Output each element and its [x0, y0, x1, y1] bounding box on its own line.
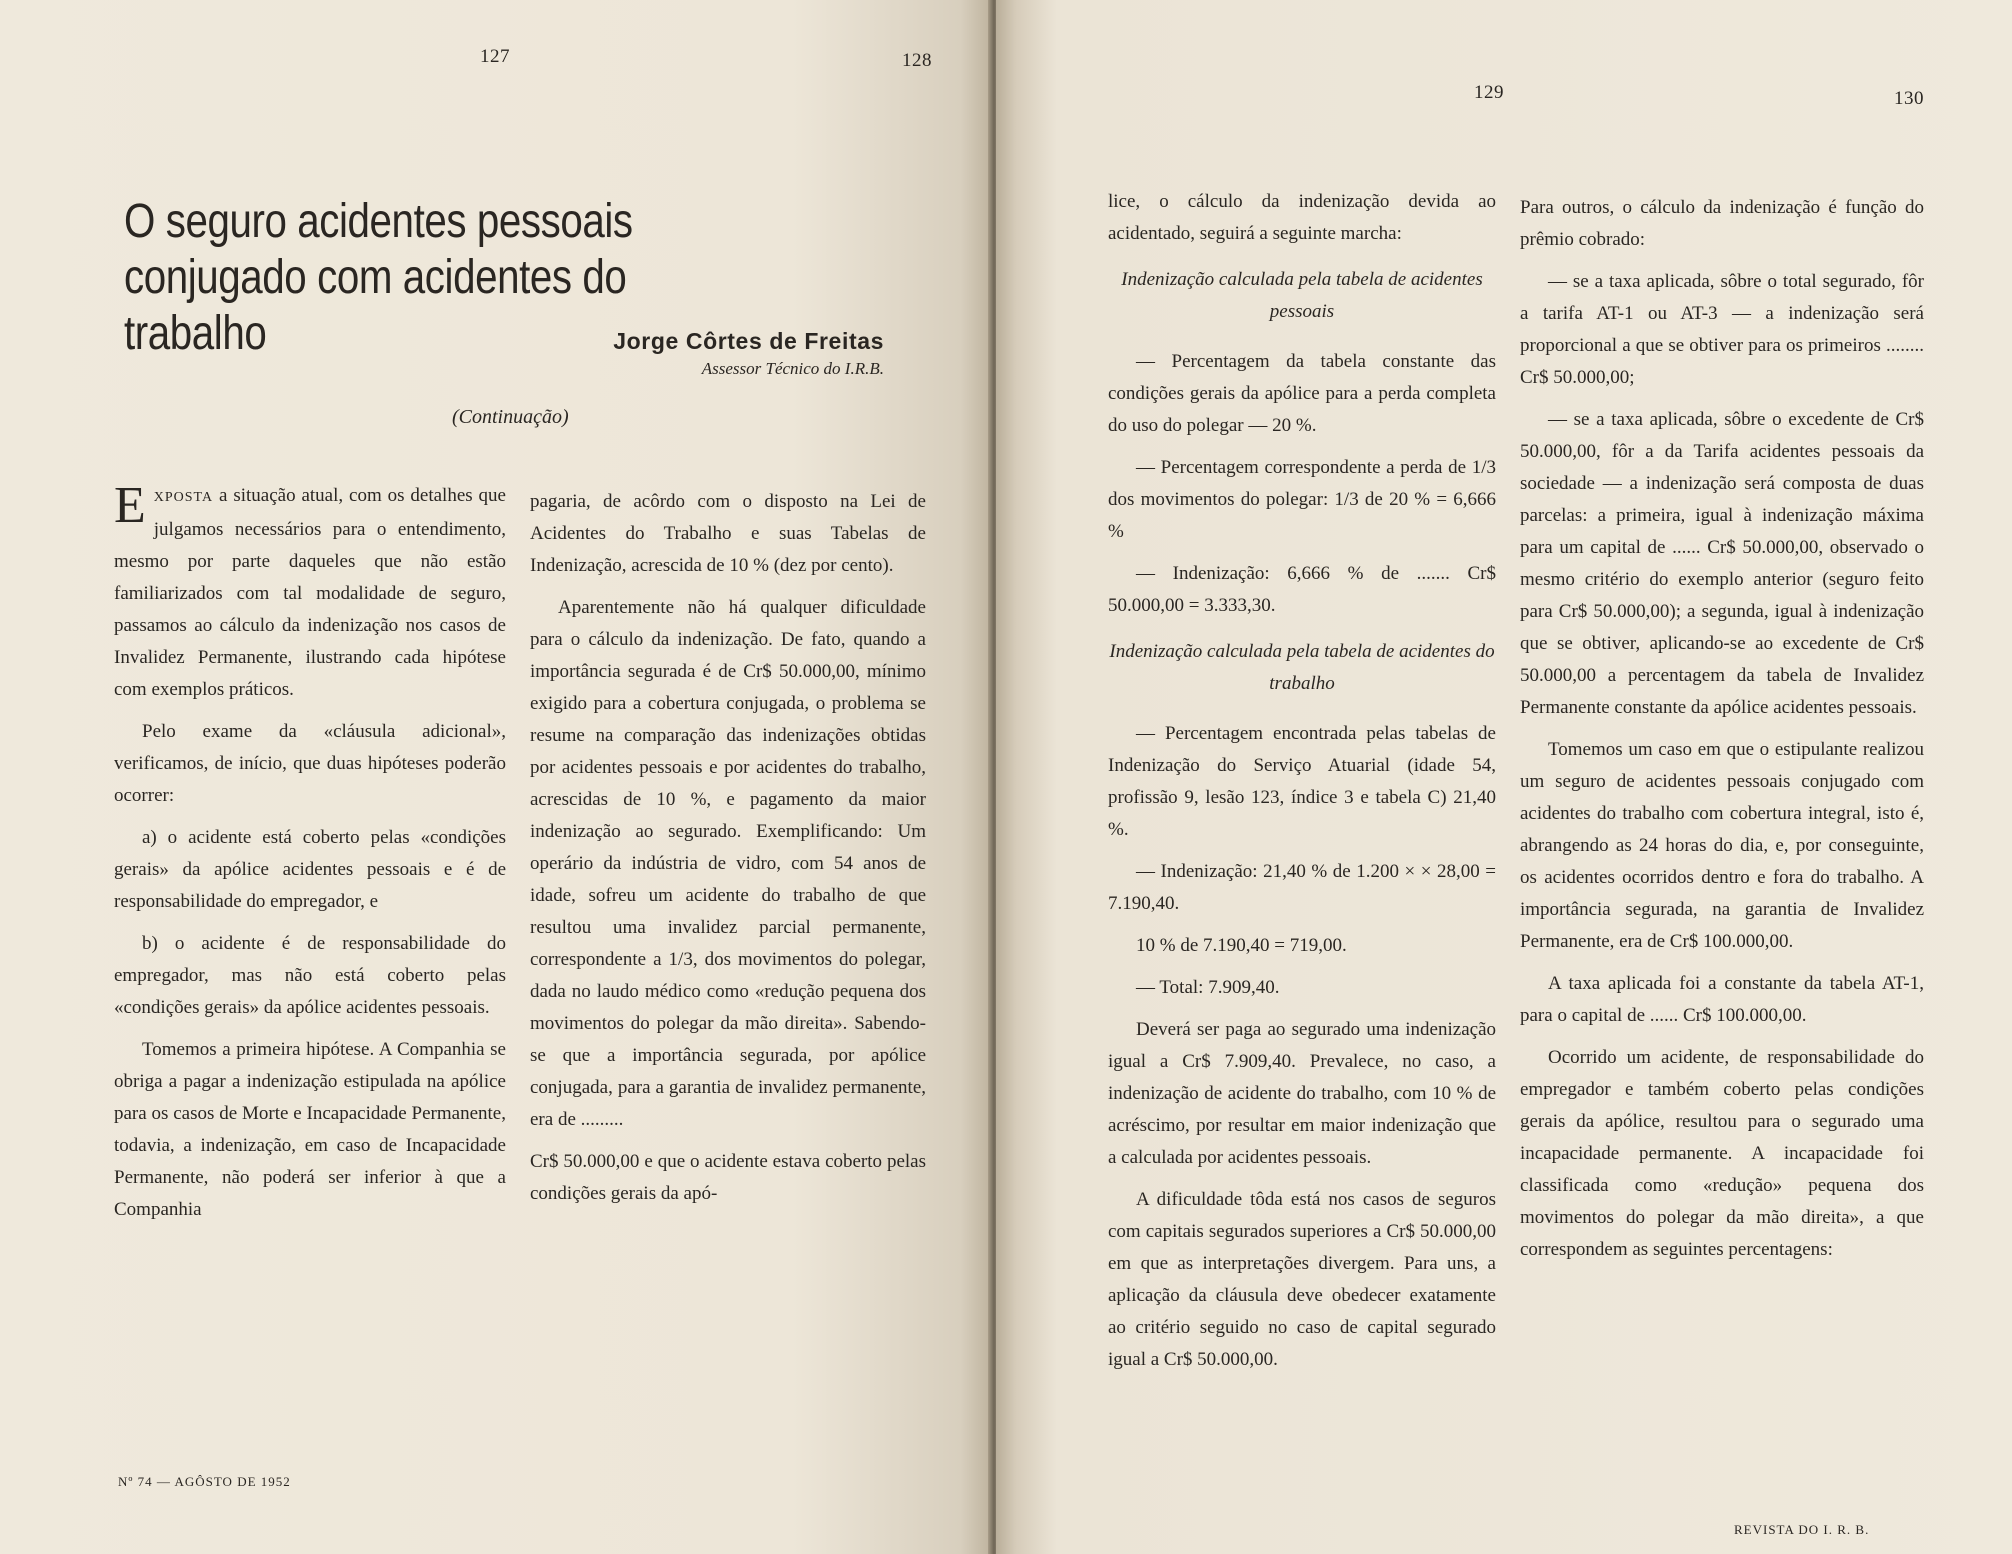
paragraph: A dificuldade tôda está nos casos de seguros com capitais segurados superiores a Cr$ 50.000,00 em que as interpretações divergem. Para uns, a aplicação da cláusula deve obedecer exatamente ao critério seguido no caso de capital segurado igual a Cr$ 50.000,00.: [1108, 1189, 1496, 1370]
page-number: 130: [1894, 88, 1924, 109]
paragraph: Tomemos um caso em que o estipulante realizou um seguro de acidentes pessoais conjugado com acidentes do trabalho com cobertura integral, isto é, abrangendo as 24 horas do dia, e, por conseguinte, os acidentes ocorridos dentro e fora do trabalho. A importância segurada, na garantia de Invalidez Permanente, era de Cr$ 100.000,00.: [1520, 739, 1924, 952]
subheading: Indenização calculada pela tabela de acidentes do trabalho: [1109, 641, 1495, 694]
page-number: 128: [902, 50, 932, 71]
page-footer: REVISTA DO I. R. B.: [1734, 1522, 1870, 1537]
author-name: Jorge Côrtes de Freitas: [613, 328, 884, 354]
paragraph: pagaria, de acôrdo com o disposto na Lei de Acidentes do Trabalho e suas Tabelas de Indenização, acrescida de 10 % (dez por cento).: [530, 491, 926, 576]
paragraph: lice, o cálculo da indenização devida ao acidentado, seguirá a seguinte marcha:: [1108, 191, 1496, 244]
paragraph: Cr$ 50.000,00 e que o acidente estava coberto pelas condições gerais da apó-: [530, 1151, 926, 1204]
author-block: [613, 328, 884, 379]
paragraph: a) o acidente está coberto pelas «condições gerais» da apólice acidentes pessoais e é de responsabilidade do empregador, e: [114, 827, 506, 912]
paragraph: 10 % de 7.190,40 = 719,00.: [1136, 935, 1347, 956]
text-column: [114, 477, 506, 1236]
author-role: Assessor Técnico do I.R.B.: [701, 359, 884, 378]
paragraph: Pelo exame da «cláusula adicional», verificamos, de início, que duas hipóteses poderão ocorrer:: [114, 721, 506, 806]
text-column: [1520, 192, 1924, 1276]
page-number: 127: [480, 46, 510, 67]
paragraph: — Indenização: 6,666 % de ....... Cr$ 50.000,00 = 3.333,30.: [1108, 563, 1496, 616]
article-title: O seguro acidentes pessoais conjugado com acidentes do trabalho: [124, 195, 633, 361]
paragraph: Tomemos a primeira hipótese. A Companhia se obriga a pagar a indenização estipulada na apólice para os casos de Morte e Incapacidade Permanente, todavia, a indenização, em caso de Incapacidade Permanente, não poderá ser inferior à que a Companhia: [114, 1039, 506, 1220]
paragraph: — Total: 7.909,40.: [1136, 977, 1280, 998]
text-column: [1108, 186, 1496, 1386]
subheading: Indenização calculada pela tabela de acidentes pessoais: [1121, 269, 1483, 322]
paragraph: Para outros, o cálculo da indenização é função do prêmio cobrado:: [1520, 197, 1924, 250]
paragraph: — Percentagem encontrada pelas tabelas de Indenização do Serviço Atuarial (idade 54, profissão 9, lesão 123, índice 3 e tabela C) 21,40 %.: [1108, 723, 1496, 840]
drop-cap: E: [114, 477, 146, 534]
paragraph: — se a taxa aplicada, sôbre o excedente de Cr$ 50.000,00, fôr a da Tarifa acidentes pessoais da sociedade — a indenização será composta de duas parcelas: a primeira, igual à indenização máxima para um capital de ...... Cr$ 50.000,00, observado o mesmo critério do exemplo anterior (seguro feito para Cr$ 50.000,00); a segunda, igual à indenização que se obtiver, aplicando-se ao excedente de Cr$ 50.000,00 a percentagem da tabela de Invalidez Permanente constante da apólice acidentes pessoais.: [1520, 409, 1924, 718]
paragraph: Deverá ser paga ao segurado uma indenização igual a Cr$ 7.909,40. Prevalece, no caso, a indenização de acidente do trabalho, com 10 % de acréscimo, por resultar em maior indenização que a calculada por acidentes pessoais.: [1108, 1019, 1496, 1168]
paragraph: — Indenização: 21,40 % de 1.200 × × 28,00 = 7.190,40.: [1108, 861, 1496, 914]
continuation-label: (Continuação): [452, 406, 569, 428]
paragraph: — Percentagem correspondente a perda de 1/3 dos movimentos do polegar: 1/3 de 20 % = 6,666 %: [1108, 457, 1496, 542]
paragraph: b) o acidente é de responsabilidade do empregador, mas não está coberto pelas «condições gerais» da apólice acidentes pessoais.: [114, 933, 506, 1018]
paragraph: EXPOSTA a situação atual, com os detalhes que julgamos necessários para o entendimento, mesmo por parte daqueles que não estão familiarizados com tal modalidade de seguro, passamos ao cálculo da indenização nos casos de Invalidez Permanente, ilustrando cada hipótese com exemplos práticos.: [114, 477, 506, 700]
paragraph: — Percentagem da tabela constante das condições gerais da apólice para a perda completa do uso do polegar — 20 %.: [1108, 351, 1496, 436]
paragraph: Ocorrido um acidente, de responsabilidade do empregador e também coberto pelas condições gerais da apólice, resultou para o segurado uma incapacidade permanente. A incapacidade foi classificada como «redução» pequena dos movimentos do polegar da mão direita», a que correspondem as seguintes percentagens:: [1520, 1047, 1924, 1260]
page-number: 129: [1474, 82, 1504, 103]
left-page: [0, 0, 990, 1554]
right-page: [996, 0, 2012, 1554]
page-footer: Nº 74 — AGÔSTO DE 1952: [118, 1474, 291, 1489]
paragraph: — se a taxa aplicada, sôbre o total segurado, fôr a tarifa AT-1 ou AT-3 — a indenização será proporcional a que se obtiver para os primeiros ........ Cr$ 50.000,00;: [1520, 271, 1924, 388]
paragraph: A taxa aplicada foi a constante da tabela AT-1, para o capital de ...... Cr$ 100.000,00.: [1520, 973, 1924, 1026]
text-column: [530, 486, 926, 1220]
paragraph: Aparentemente não há qualquer dificuldade para o cálculo da indenização. De fato, quando a importância segurada é de Cr$ 50.000,00, mínimo exigido para a cobertura conjugada, o problema se resume na comparação das indenizações obtidas por acidentes pessoais e por acidentes do trabalho, acrescidas de 10 %, e pagamento da maior indenização ao segurado. Exemplificando: Um operário da indústria de vidro, com 54 anos de idade, sofreu um acidente do trabalho de que resultou uma invalidez parcial permanente, correspondente a 1/3, dos movimentos do polegar, dada no laudo médico como «redução pequena dos movimentos do polegar da mão direita». Sabendo-se que a importância segurada, por apólice conjugada, para a garantia de invalidez permanente, era de .........: [530, 597, 926, 1130]
